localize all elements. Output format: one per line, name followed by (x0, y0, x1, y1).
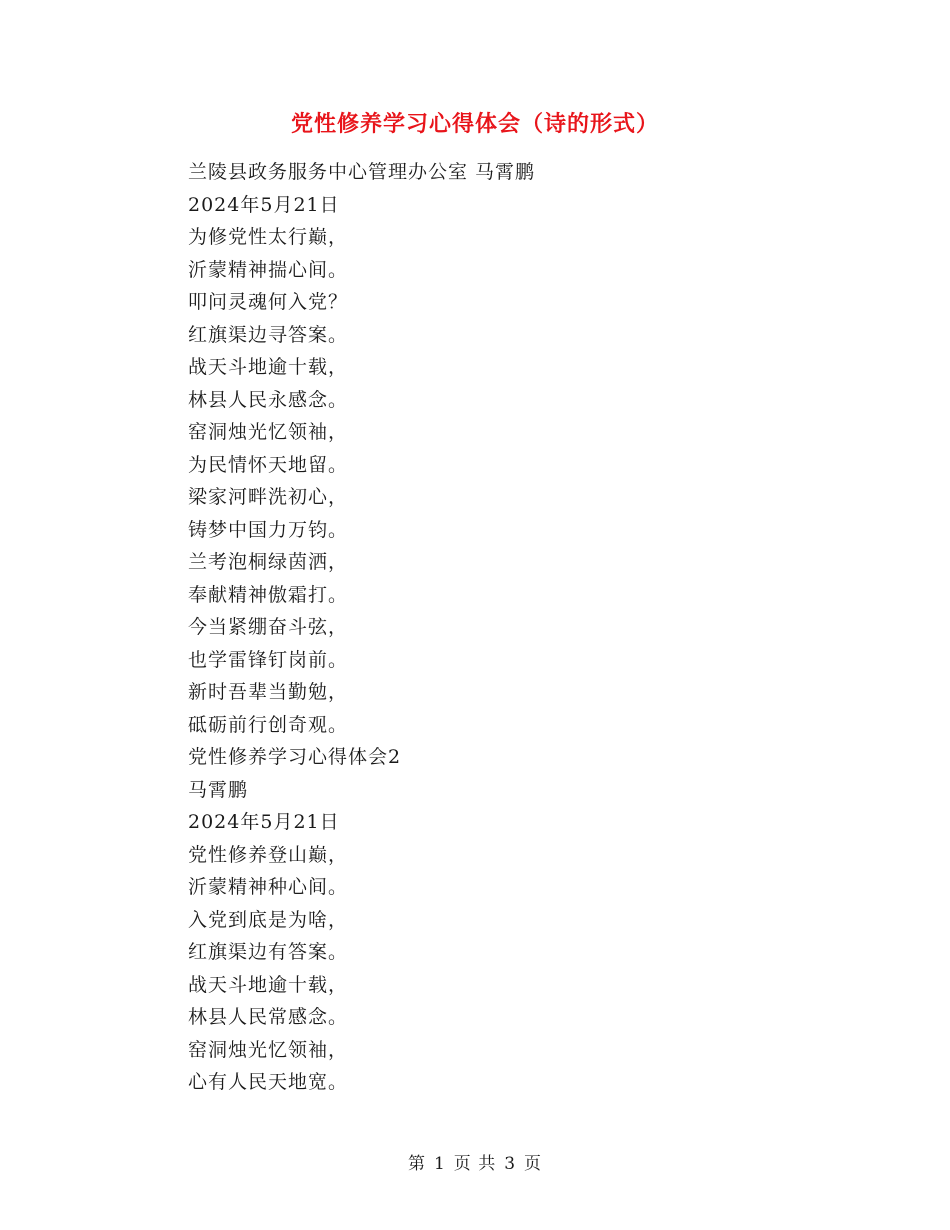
poem-line: 红旗渠边有答案。 (188, 941, 349, 963)
page-footer (0, 1152, 950, 1176)
footer-total-pages: 3 (504, 1154, 517, 1174)
poem-line: 为修党性太行巅， (188, 226, 349, 248)
document-title: 党性修养学习心得体会（诗的形式） (290, 111, 659, 137)
author-line: 马霄鹏 (188, 778, 249, 801)
poem-line: 窑洞烛光忆领袖， (188, 421, 349, 443)
date-line: 2024年5月21日 (188, 193, 340, 216)
date-line: 2024年5月21日 (188, 811, 340, 833)
footer-of-label: 页 共 (453, 1154, 497, 1174)
footer-page-label: 第 (407, 1154, 426, 1174)
poem-line: 砥砺前行创奇观。 (188, 713, 349, 736)
poem-line: 为民情怀天地留。 (188, 453, 349, 476)
poem-line: 奉献精神傲霜打。 (188, 583, 349, 606)
poem-line: 党性修养登山巅， (188, 843, 349, 866)
poem-line: 战天斗地逾十载， (188, 973, 349, 996)
author-line: 兰陵县政务服务中心管理办公室 马霄鹏 (188, 161, 536, 183)
poem-line: 林县人民常感念。 (188, 1006, 349, 1028)
poem-line: 沂蒙精神种心间。 (188, 876, 349, 898)
poem-line: 叩问灵魂何入党？ (188, 291, 349, 313)
poem-line: 今当紧绷奋斗弦， (188, 616, 349, 638)
footer-end-label: 页 (524, 1154, 543, 1174)
poem-line: 战天斗地逾十载， (188, 356, 349, 378)
poem-line: 红旗渠边寻答案。 (188, 323, 349, 346)
poem-line: 入党到底是为啥， (188, 908, 349, 931)
poem-line: 沂蒙精神揣心间。 (188, 258, 349, 281)
poem-line: 窑洞烛光忆领袖， (188, 1038, 349, 1061)
poem-line: 新时吾辈当勤勉， (188, 681, 349, 703)
footer-current-page: 1 (433, 1154, 446, 1174)
poem-line: 兰考泡桐绿茵洒， (188, 551, 349, 573)
document-body (188, 156, 808, 1099)
poem-line: 林县人民永感念。 (188, 388, 349, 411)
poem-line: 心有人民天地宽。 (188, 1071, 349, 1093)
poem-line: 铸梦中国力万钧。 (188, 518, 349, 541)
poem-line: 梁家河畔洗初心， (188, 486, 349, 508)
section-heading: 党性修养学习心得体会2 (188, 746, 402, 768)
poem-line: 也学雷锋钉岗前。 (188, 648, 349, 671)
